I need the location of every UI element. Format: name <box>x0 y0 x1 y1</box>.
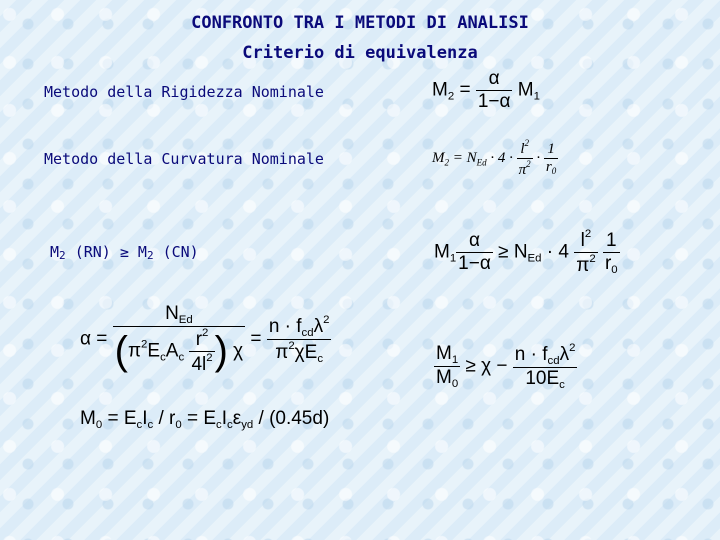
formula-m0: $M_0 = E_cI_c / r_0 = E_cI_c\varepsilon_{yd} / (0.45d)$ <box>80 408 330 431</box>
comparison-label: $M_2$ $(RN) \ge M_2$ (CN) <box>50 243 199 262</box>
slide-subtitle: Criterio di equivalenza <box>242 43 478 63</box>
formula-rigidezza: $M_2$ = $\frac{\alpha}{1-\alpha}$ $M_1$ <box>432 68 540 112</box>
method-rigidezza-label: Metodo della Rigidezza Nominale <box>44 83 324 101</box>
slide-title: CONFRONTO TRA I METODI DI ANALISI <box>191 13 529 33</box>
formula-equivalenza: $M_1$ $\frac{\alpha}{1-\alpha}$ ≥ $N_{Ed} \cdot 4$ $\frac{l^2}{\pi^2}$ $\frac{1}{r_0}$ <box>434 228 618 277</box>
formula-rapporto: $\frac{M_1}{M_0}$ ≥ χ − $\frac{n \cdot f_{cd}\lambda^2}{10E_c}$ <box>436 342 576 392</box>
formula-alpha: α = $N_{Ed}$ ($\pi^2E_cA_c$ $\frac{r^2}{4l^2}$ ) χ = $\frac{n \cdot f_{cd}\lambda^2}{\pi^2\chi E_c}$ <box>80 303 330 376</box>
method-curvatura-label: Metodo della Curvatura Nominale <box>44 150 324 168</box>
formula-curvatura: $M_2 = N_{Ed} \cdot 4$ · $\frac{l^2}{\pi^2}$ · $\frac{1}{r_0}$ <box>432 138 557 179</box>
